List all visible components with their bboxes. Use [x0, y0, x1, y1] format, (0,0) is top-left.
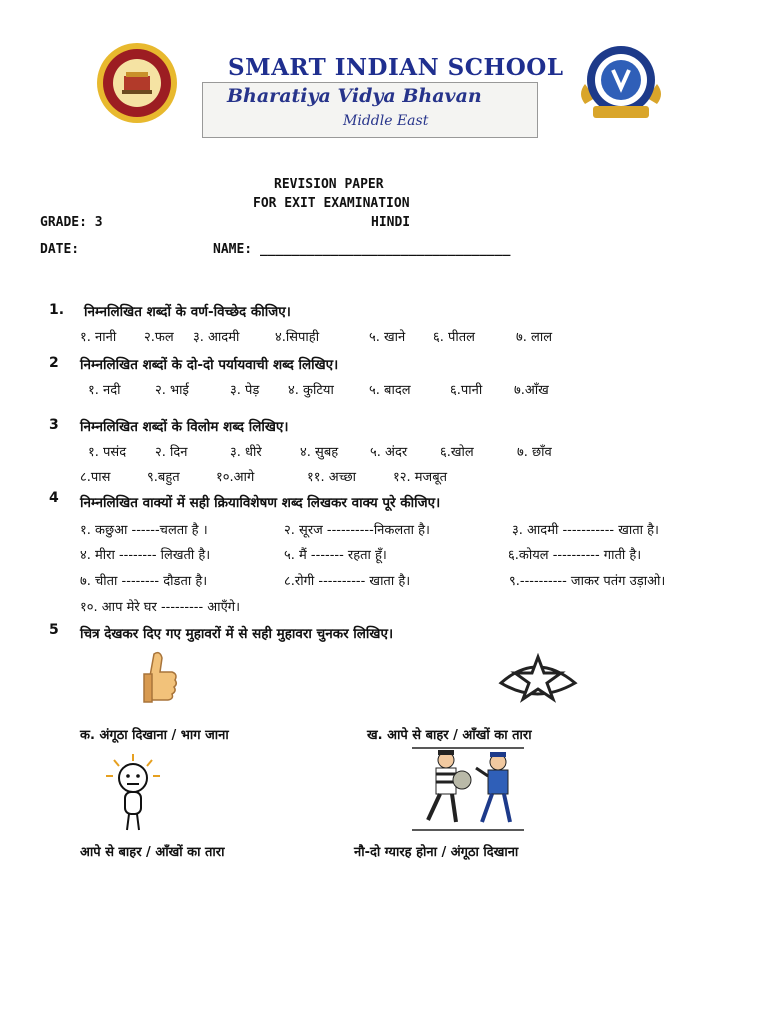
q4-sentence: ५. मैं ------- रहता हूँ।	[284, 548, 387, 563]
banner-title: Bharatiya Vidya Bhavan	[227, 85, 482, 107]
q5-caption-c: आपे से बाहर / आँखों का तारा	[80, 845, 225, 860]
q3-item: १२. मजबूत	[393, 470, 448, 485]
eye-with-star-icon	[497, 653, 579, 707]
school-banner	[202, 82, 538, 138]
q3-item: १०.आगे	[216, 470, 255, 485]
q4-sentence: ७. चीता -------- दौडता है।	[80, 574, 208, 589]
thumbs-up-icon	[140, 650, 180, 708]
angry-stick-figure-icon	[102, 752, 164, 832]
q3-item: ७. छाँव	[517, 445, 552, 460]
q2-number: 2	[49, 355, 59, 371]
exam-title-line1: REVISION PAPER	[274, 177, 384, 192]
q4-sentence: ३. आदमी ----------- खाता है।	[512, 523, 659, 538]
q3-text: निम्नलिखित शब्दों के विलोम शब्द लिखिए।	[80, 419, 289, 435]
date-label: DATE:	[40, 242, 80, 257]
q4-sentence: ६.कोयल ---------- गाती है।	[508, 548, 642, 563]
q5-number: 5	[49, 622, 59, 638]
q5-caption-a: क. अंगूठा दिखाना / भाग जाना	[80, 728, 229, 743]
q4-text: निम्नलिखित वाक्यों में सही क्रियाविशेषण शब्द लिखकर वाक्य पूरे कीजिए।	[80, 495, 441, 511]
grade-label: GRADE: 3	[40, 215, 103, 230]
q2-item: २. भाई	[155, 383, 189, 398]
q1-item: २.फल	[144, 330, 174, 345]
q2-text: निम्नलिखित शब्दों के दो-दो पर्यायवाची शब्द लिखिए।	[80, 357, 339, 373]
banner-subtitle: Middle East	[343, 113, 429, 129]
right-school-emblem	[575, 42, 667, 124]
q3-item: ५. अंदर	[370, 445, 408, 460]
q1-item: ४.सिपाही	[275, 330, 320, 345]
q2-item: ३. पेड़	[230, 383, 260, 398]
q4-sentence: ८.रोगी ---------- खाता है।	[284, 574, 411, 589]
q1-item: ७. लाल	[516, 330, 553, 345]
q3-item: ८.पास	[80, 470, 111, 485]
thief-and-police-icon	[412, 746, 524, 832]
school-name: SMART INDIAN SCHOOL	[228, 54, 564, 81]
q4-number: 4	[49, 490, 59, 506]
q3-item: ३. धीरे	[230, 445, 262, 460]
q4-sentence: ९.---------- जाकर पतंग उड़ाओ।	[509, 574, 666, 589]
exam-title-line2: FOR EXIT EXAMINATION	[253, 196, 410, 211]
q3-item: २. दिन	[155, 445, 188, 460]
q5-caption-b: ख. आपे से बाहर / आँखों का तारा	[367, 728, 532, 743]
q5-text: चित्र देखकर दिए गए मुहावरों में से सही मुहावरा चुनकर लिखिए।	[80, 626, 394, 642]
q2-item: ७.आँख	[514, 383, 549, 398]
q4-sentence: १०. आप मेरे घर --------- आएँगे।	[80, 600, 241, 615]
subject-label: HINDI	[371, 215, 411, 230]
q3-item: ६.खोल	[440, 445, 474, 460]
q1-number: 1.	[49, 302, 65, 318]
name-field: NAME: ________________________________	[213, 242, 511, 257]
q1-item: ३. आदमी	[193, 330, 240, 345]
q4-sentence: १. कछुआ ------चलता है ।	[80, 523, 208, 538]
q2-item: ६.पानी	[450, 383, 483, 398]
q3-item: ९.बहुत	[147, 470, 180, 485]
q3-item: ४. सुबह	[300, 445, 339, 460]
q3-item: ११. अच्छा	[307, 470, 356, 485]
q4-sentence: ४. मीरा -------- लिखती है।	[80, 548, 211, 563]
q1-item: १. नानी	[80, 330, 117, 345]
left-school-emblem	[96, 42, 178, 124]
q3-number: 3	[49, 417, 59, 433]
q5-caption-d: नौ-दो ग्यारह होना / अंगूठा दिखाना	[354, 845, 519, 860]
q2-item: ५. बादल	[369, 383, 411, 398]
q1-text: निम्नलिखित शब्दों के वर्ण-विच्छेद कीजिए।	[84, 304, 291, 320]
q3-item: १. पसंद	[88, 445, 127, 460]
q1-item: ६. पीतल	[433, 330, 475, 345]
q2-item: ४. कुटिया	[288, 383, 334, 398]
q2-item: १. नदी	[88, 383, 121, 398]
q4-sentence: २. सूरज ----------निकलता है।	[284, 523, 430, 538]
q1-item: ५. खाने	[369, 330, 406, 345]
